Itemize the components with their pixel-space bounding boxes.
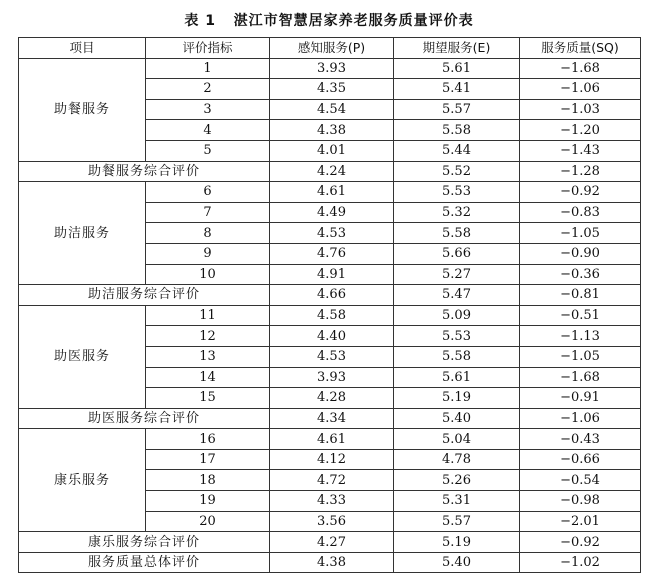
quality-cell: −0.92	[520, 182, 641, 203]
quality-cell: −0.36	[520, 264, 641, 285]
quality-cell: −1.06	[520, 408, 641, 429]
summary-row	[19, 161, 641, 182]
group-label: 助洁服务	[19, 182, 146, 285]
quality-cell: −1.43	[520, 140, 641, 161]
perceived-cell: 4.54	[270, 99, 394, 120]
perceived-cell: 4.40	[270, 326, 394, 347]
indicator-cell: 13	[146, 346, 270, 367]
expected-cell: 5.57	[394, 99, 520, 120]
perceived-cell: 3.56	[270, 511, 394, 532]
expected-cell: 5.26	[394, 470, 520, 491]
quality-cell: −0.90	[520, 243, 641, 264]
quality-cell: −0.66	[520, 449, 641, 470]
summary-row	[19, 408, 641, 429]
expected-cell: 5.61	[394, 58, 520, 79]
expected-cell: 5.53	[394, 182, 520, 203]
group-label: 助医服务	[19, 305, 146, 408]
perceived-cell: 4.33	[270, 491, 394, 512]
group-label: 助餐服务	[19, 58, 146, 161]
table-row	[19, 429, 641, 450]
perceived-cell: 3.93	[270, 58, 394, 79]
perceived-cell: 4.12	[270, 449, 394, 470]
indicator-cell: 12	[146, 326, 270, 347]
indicator-cell: 5	[146, 140, 270, 161]
header-quality: 服务质量(SQ)	[520, 38, 641, 59]
quality-cell: −0.91	[520, 388, 641, 409]
perceived-cell: 4.27	[270, 532, 394, 553]
overall-label: 服务质量总体评价	[19, 552, 270, 573]
indicator-cell: 14	[146, 367, 270, 388]
header-perceived: 感知服务(P)	[270, 38, 394, 59]
expected-cell: 5.53	[394, 326, 520, 347]
quality-cell: −0.98	[520, 491, 641, 512]
indicator-cell: 19	[146, 491, 270, 512]
perceived-cell: 4.66	[270, 285, 394, 306]
expected-cell: 5.66	[394, 243, 520, 264]
quality-cell: −1.68	[520, 58, 641, 79]
indicator-cell: 10	[146, 264, 270, 285]
perceived-cell: 4.61	[270, 182, 394, 203]
perceived-cell: 4.35	[270, 79, 394, 100]
perceived-cell: 4.28	[270, 388, 394, 409]
perceived-cell: 3.93	[270, 367, 394, 388]
quality-cell: −1.13	[520, 326, 641, 347]
perceived-cell: 4.53	[270, 223, 394, 244]
quality-cell: −1.68	[520, 367, 641, 388]
indicator-cell: 6	[146, 182, 270, 203]
expected-cell: 5.40	[394, 408, 520, 429]
quality-cell: −1.03	[520, 99, 641, 120]
expected-cell: 5.52	[394, 161, 520, 182]
perceived-cell: 4.72	[270, 470, 394, 491]
indicator-cell: 16	[146, 429, 270, 450]
table-row	[19, 182, 641, 203]
indicator-cell: 11	[146, 305, 270, 326]
quality-cell: −1.20	[520, 120, 641, 141]
perceived-cell: 4.76	[270, 243, 394, 264]
header-expected: 期望服务(E)	[394, 38, 520, 59]
indicator-cell: 4	[146, 120, 270, 141]
header-item: 项目	[19, 38, 146, 59]
expected-cell: 5.58	[394, 346, 520, 367]
expected-cell: 5.40	[394, 552, 520, 573]
indicator-cell: 1	[146, 58, 270, 79]
expected-cell: 5.27	[394, 264, 520, 285]
indicator-cell: 18	[146, 470, 270, 491]
indicator-cell: 20	[146, 511, 270, 532]
indicator-cell: 8	[146, 223, 270, 244]
perceived-cell: 4.49	[270, 202, 394, 223]
expected-cell: 5.32	[394, 202, 520, 223]
quality-cell: −0.54	[520, 470, 641, 491]
expected-cell: 5.47	[394, 285, 520, 306]
perceived-cell: 4.61	[270, 429, 394, 450]
indicator-cell: 17	[146, 449, 270, 470]
summary-label: 助医服务综合评价	[19, 408, 270, 429]
quality-cell: −1.28	[520, 161, 641, 182]
perceived-cell: 4.91	[270, 264, 394, 285]
group-label: 康乐服务	[19, 429, 146, 532]
expected-cell: 5.31	[394, 491, 520, 512]
indicator-cell: 3	[146, 99, 270, 120]
indicator-cell: 9	[146, 243, 270, 264]
quality-cell: −1.05	[520, 346, 641, 367]
expected-cell: 4.78	[394, 449, 520, 470]
overall-row	[19, 552, 641, 573]
summary-label: 助洁服务综合评价	[19, 285, 270, 306]
perceived-cell: 4.01	[270, 140, 394, 161]
quality-cell: −1.05	[520, 223, 641, 244]
perceived-cell: 4.34	[270, 408, 394, 429]
summary-row	[19, 532, 641, 553]
header-indicator: 评价指标	[146, 38, 270, 59]
expected-cell: 5.09	[394, 305, 520, 326]
table-header-row	[19, 38, 641, 59]
service-quality-table	[18, 37, 641, 573]
indicator-cell: 2	[146, 79, 270, 100]
quality-cell: −2.01	[520, 511, 641, 532]
quality-cell: −0.83	[520, 202, 641, 223]
quality-cell: −0.92	[520, 532, 641, 553]
perceived-cell: 4.38	[270, 552, 394, 573]
perceived-cell: 4.24	[270, 161, 394, 182]
quality-cell: −1.06	[520, 79, 641, 100]
expected-cell: 5.44	[394, 140, 520, 161]
table-row	[19, 58, 641, 79]
expected-cell: 5.19	[394, 532, 520, 553]
table-caption: 表 1 湛江市智慧居家养老服务质量评价表	[184, 13, 474, 29]
table-row	[19, 305, 641, 326]
expected-cell: 5.41	[394, 79, 520, 100]
indicator-cell: 7	[146, 202, 270, 223]
expected-cell: 5.58	[394, 223, 520, 244]
quality-cell: −0.51	[520, 305, 641, 326]
expected-cell: 5.04	[394, 429, 520, 450]
quality-cell: −0.81	[520, 285, 641, 306]
indicator-cell: 15	[146, 388, 270, 409]
perceived-cell: 4.53	[270, 346, 394, 367]
summary-label: 康乐服务综合评价	[19, 532, 270, 553]
expected-cell: 5.57	[394, 511, 520, 532]
expected-cell: 5.61	[394, 367, 520, 388]
expected-cell: 5.58	[394, 120, 520, 141]
summary-label: 助餐服务综合评价	[19, 161, 270, 182]
perceived-cell: 4.38	[270, 120, 394, 141]
quality-cell: −1.02	[520, 552, 641, 573]
quality-cell: −0.43	[520, 429, 641, 450]
summary-row	[19, 285, 641, 306]
perceived-cell: 4.58	[270, 305, 394, 326]
expected-cell: 5.19	[394, 388, 520, 409]
